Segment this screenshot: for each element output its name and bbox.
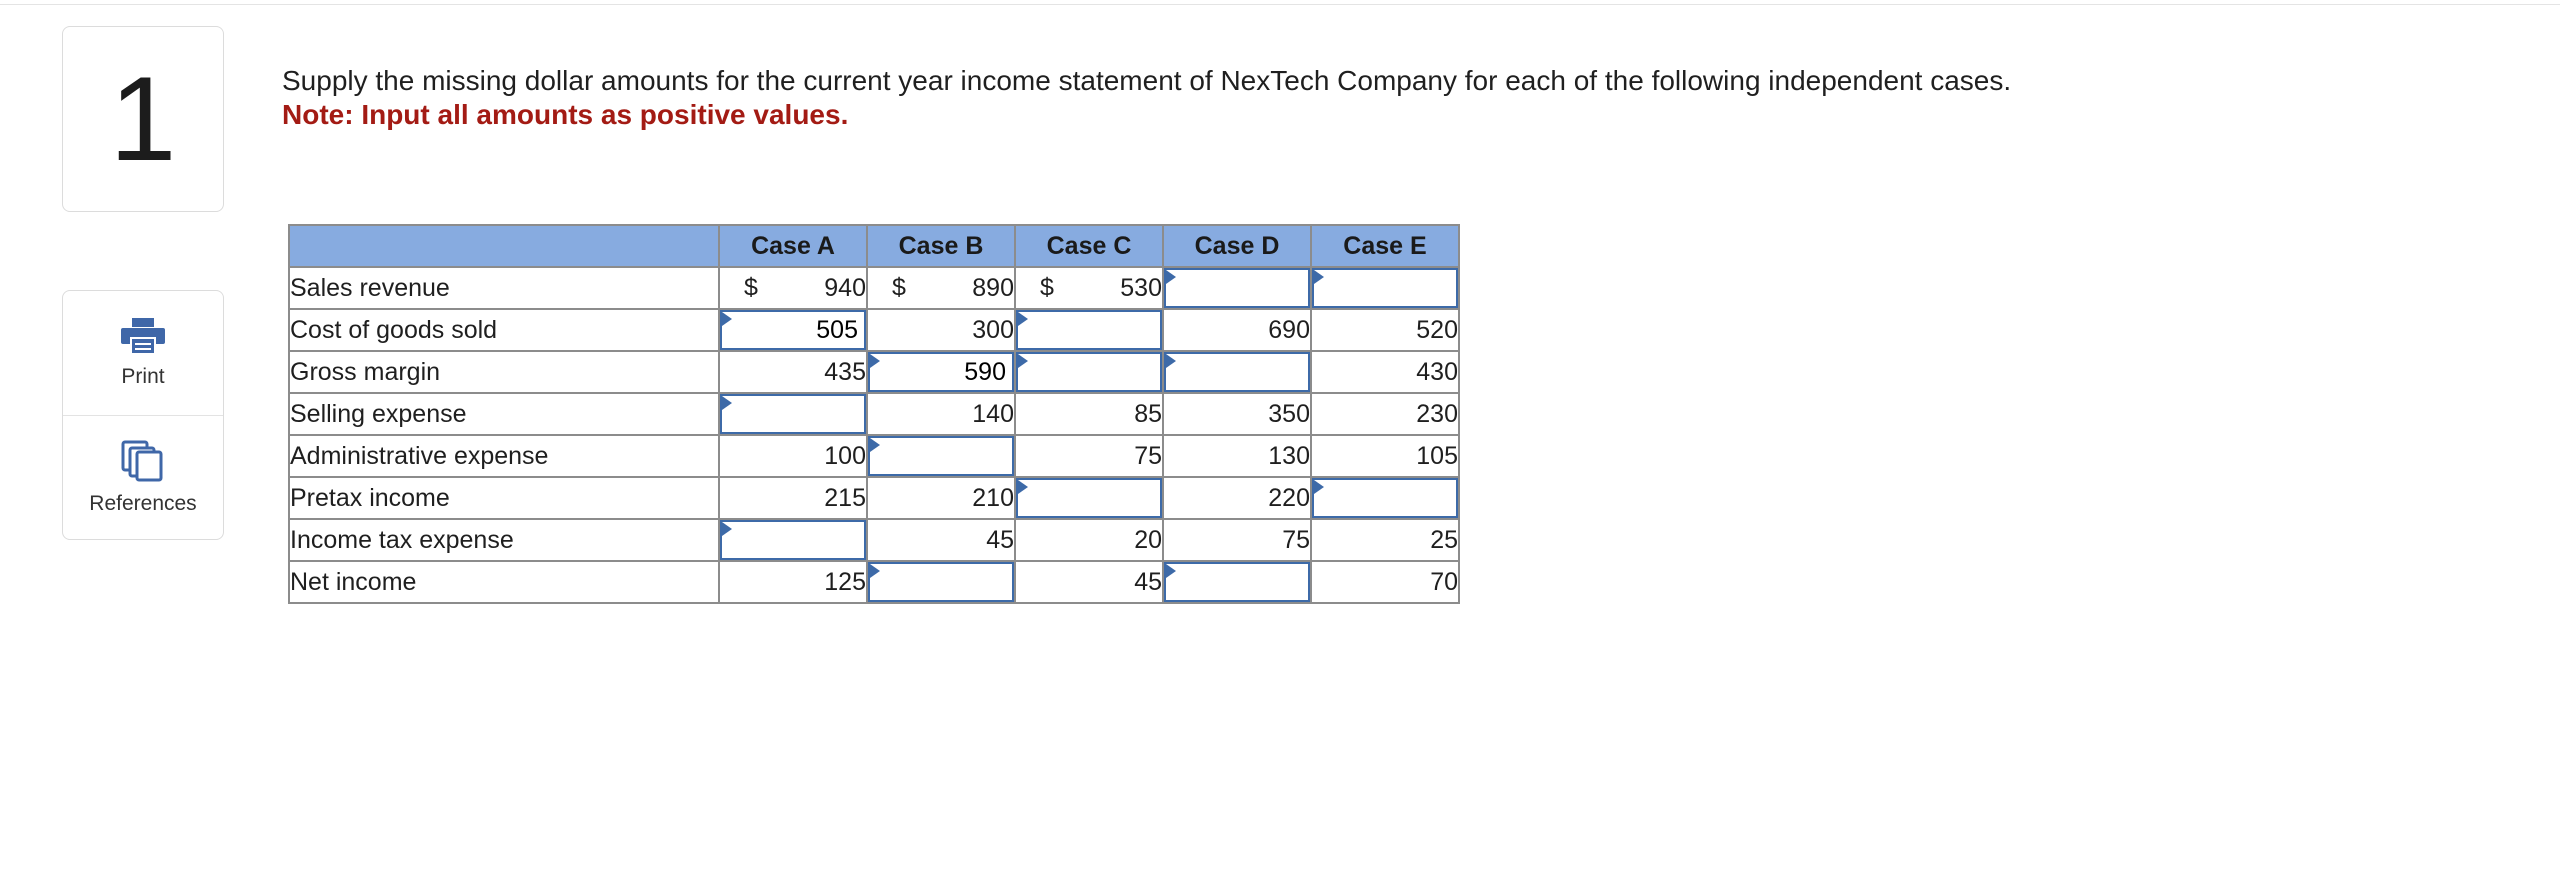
amount-cell xyxy=(867,477,1015,519)
amount-value: 210 xyxy=(972,483,1014,512)
table-row xyxy=(289,309,1459,351)
amount-input-cell xyxy=(1015,309,1163,351)
amount-input-cell xyxy=(719,309,867,351)
amount-input-case-b[interactable] xyxy=(868,352,1014,392)
amount-value: 25 xyxy=(1430,525,1458,554)
amount-cell xyxy=(1311,561,1459,603)
amount-cell xyxy=(1163,519,1311,561)
print-button[interactable] xyxy=(63,291,223,415)
currency-symbol: $ xyxy=(892,273,906,302)
amount-input-cell xyxy=(867,561,1015,603)
amount-input-cell xyxy=(867,435,1015,477)
amount-cell xyxy=(719,351,867,393)
amount-input-cell xyxy=(1163,267,1311,309)
amount-value: 350 xyxy=(1268,399,1310,428)
row-label: Income tax expense xyxy=(289,519,719,561)
amount-cell xyxy=(867,267,1015,309)
row-label: Net income xyxy=(289,561,719,603)
question-number: 1 xyxy=(109,52,177,186)
amount-cell xyxy=(1311,309,1459,351)
amount-value: 215 xyxy=(824,483,866,512)
amount-value: 70 xyxy=(1430,567,1458,596)
amount-value: 430 xyxy=(1416,357,1458,386)
tools-panel xyxy=(62,290,224,540)
amount-value: 890 xyxy=(972,273,1014,302)
header-case-d: Case D xyxy=(1163,225,1311,267)
amount-cell xyxy=(719,561,867,603)
table-header-row xyxy=(289,225,1459,267)
amount-cell xyxy=(1015,561,1163,603)
amount-input-case-c[interactable] xyxy=(1016,352,1162,392)
amount-input-cell xyxy=(1163,561,1311,603)
amount-cell xyxy=(719,477,867,519)
table-row xyxy=(289,477,1459,519)
amount-cell xyxy=(719,267,867,309)
amount-input-cell xyxy=(719,519,867,561)
references-button[interactable] xyxy=(63,415,223,540)
amount-value: 75 xyxy=(1134,441,1162,470)
amount-value: 130 xyxy=(1268,441,1310,470)
amount-input-case-d[interactable] xyxy=(1164,268,1310,308)
printer-icon xyxy=(120,317,166,355)
header-blank xyxy=(289,225,719,267)
income-statement-table xyxy=(288,224,1460,604)
amount-input-case-d[interactable] xyxy=(1164,352,1310,392)
amount-cell xyxy=(1163,309,1311,351)
question-number-card xyxy=(62,26,224,212)
header-case-c: Case C xyxy=(1015,225,1163,267)
amount-cell xyxy=(1015,519,1163,561)
row-label: Pretax income xyxy=(289,477,719,519)
amount-cell xyxy=(1163,393,1311,435)
print-label: Print xyxy=(121,365,165,388)
row-label: Sales revenue xyxy=(289,267,719,309)
amount-input-case-e[interactable] xyxy=(1312,268,1458,308)
amount-input-cell xyxy=(1015,351,1163,393)
amount-value: 140 xyxy=(972,399,1014,428)
amount-input-cell xyxy=(1015,477,1163,519)
row-label: Gross margin xyxy=(289,351,719,393)
amount-value: 520 xyxy=(1416,315,1458,344)
amount-cell xyxy=(1311,351,1459,393)
table-row xyxy=(289,435,1459,477)
amount-input-case-a[interactable] xyxy=(720,520,866,560)
amount-input-case-c[interactable] xyxy=(1016,478,1162,518)
amount-input-cell xyxy=(719,393,867,435)
amount-value: 75 xyxy=(1282,525,1310,554)
table-row xyxy=(289,519,1459,561)
amount-value: 125 xyxy=(824,567,866,596)
amount-value: 45 xyxy=(986,525,1014,554)
amount-input-case-b[interactable] xyxy=(868,436,1014,476)
amount-input-cell xyxy=(867,351,1015,393)
amount-value: 20 xyxy=(1134,525,1162,554)
question-text: Supply the missing dollar amounts for the current year income statement of NexTech Company for each of the following independent cases. xyxy=(282,65,2012,96)
amount-cell xyxy=(1015,393,1163,435)
table-row xyxy=(289,267,1459,309)
amount-value: 45 xyxy=(1134,567,1162,596)
amount-value: 85 xyxy=(1134,399,1162,428)
row-label: Selling expense xyxy=(289,393,719,435)
amount-input-case-b[interactable] xyxy=(868,562,1014,602)
amount-cell xyxy=(719,435,867,477)
amount-value: 435 xyxy=(824,357,866,386)
currency-symbol: $ xyxy=(1040,273,1054,302)
amount-cell xyxy=(1311,435,1459,477)
currency-symbol: $ xyxy=(744,273,758,302)
amount-cell xyxy=(1015,435,1163,477)
amount-cell xyxy=(1311,519,1459,561)
amount-value: 230 xyxy=(1416,399,1458,428)
amount-input-case-d[interactable] xyxy=(1164,562,1310,602)
header-case-e: Case E xyxy=(1311,225,1459,267)
table-row xyxy=(289,351,1459,393)
references-label: References xyxy=(89,492,197,515)
row-label: Cost of goods sold xyxy=(289,309,719,351)
amount-input-cell xyxy=(1311,267,1459,309)
amount-input-case-a[interactable] xyxy=(720,394,866,434)
amount-value: 220 xyxy=(1268,483,1310,512)
amount-input-case-a[interactable] xyxy=(720,310,866,350)
amount-cell xyxy=(1163,477,1311,519)
amount-value: 300 xyxy=(972,315,1014,344)
top-divider xyxy=(0,4,2560,5)
table-row xyxy=(289,561,1459,603)
header-case-a: Case A xyxy=(719,225,867,267)
references-icon xyxy=(121,440,165,482)
amount-input-case-c[interactable] xyxy=(1016,310,1162,350)
amount-cell xyxy=(1015,267,1163,309)
amount-value: 530 xyxy=(1120,273,1162,302)
amount-value: 105 xyxy=(1416,441,1458,470)
amount-cell xyxy=(1311,393,1459,435)
amount-cell xyxy=(867,309,1015,351)
amount-value: 100 xyxy=(824,441,866,470)
amount-cell xyxy=(867,519,1015,561)
table-row xyxy=(289,393,1459,435)
question-note: Note: Input all amounts as positive values. xyxy=(282,99,849,130)
amount-input-case-e[interactable] xyxy=(1312,478,1458,518)
question-prompt xyxy=(282,64,2182,132)
amount-value: 940 xyxy=(824,273,866,302)
amount-input-cell xyxy=(1311,477,1459,519)
amount-value: 690 xyxy=(1268,315,1310,344)
amount-input-cell xyxy=(1163,351,1311,393)
amount-cell xyxy=(1163,435,1311,477)
header-case-b: Case B xyxy=(867,225,1015,267)
amount-cell xyxy=(867,393,1015,435)
row-label: Administrative expense xyxy=(289,435,719,477)
